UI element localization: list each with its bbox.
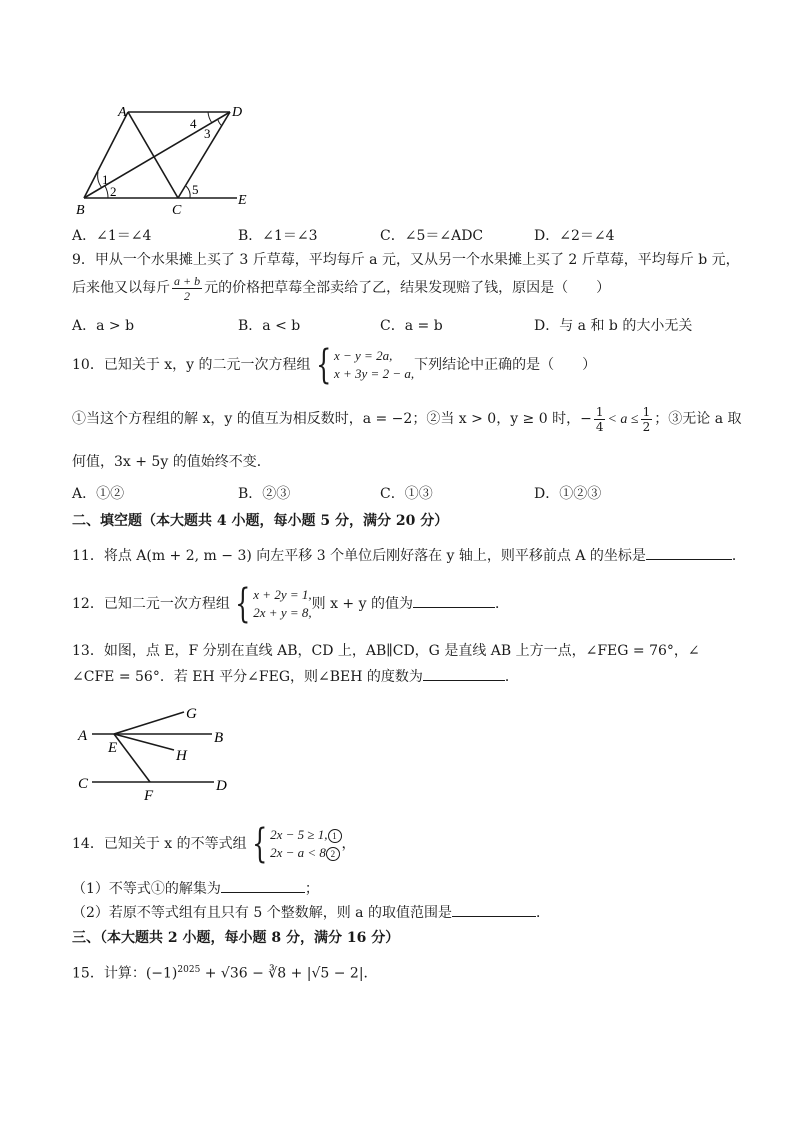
q10-frac-1 (594, 405, 606, 434)
fig2-label-g: G (186, 706, 197, 722)
angle-2-label: 2 (110, 184, 117, 199)
q14-mark-1: 1 (328, 829, 342, 843)
q15-rest: + √36 − ∛8 + |√5 − 2|． (200, 965, 378, 982)
q14-sub2-text: （2）若原不等式组有且只有 5 个整数解，则 a 的取值范围是 (72, 905, 452, 921)
q12-post: 则 x + y 的值为 (311, 596, 413, 612)
angle-5-label: 5 (192, 182, 199, 197)
q10-c3: 何值，3x + 5y 的值始终不变． (72, 454, 271, 470)
q14-sub1-text: （1）不等式①的解集为 (72, 881, 221, 897)
q12-brace: { (234, 581, 251, 627)
fig2-label-a: A (78, 728, 88, 744)
q14-sub1-end: ； (304, 881, 319, 897)
q10-pre: 10．已知关于 x，y 的二元一次方程组 (72, 357, 311, 373)
q13-line-2 (72, 666, 519, 687)
angle-3-label: 3 (204, 126, 211, 141)
q8-option-b[interactable]: B．∠1＝∠3 (238, 228, 318, 244)
q11-end: ． (731, 548, 746, 564)
q14-sub-2 (72, 902, 550, 923)
label-a: A (118, 105, 127, 120)
q14-sub2-end: ． (535, 905, 550, 921)
q9-frac-num: a + b (174, 273, 201, 288)
q8-option-c[interactable]: C．∠5＝∠ADC (380, 228, 484, 244)
q12-stem (72, 582, 509, 626)
q14-sub-1 (72, 878, 319, 899)
q9-option-b[interactable]: B．a < b (238, 318, 301, 334)
label-c: C (172, 203, 182, 218)
q10-option-c[interactable]: C．①③ (380, 486, 433, 502)
q13-line-1: 13．如图，点 E，F 分别在直线 AB，CD 上，AB∥CD，G 是直线 AB 上方一点，∠FEG = 76°，∠ (72, 643, 700, 659)
q10-f1-num: 1 (595, 404, 604, 419)
label-e: E (238, 193, 247, 208)
q10-c2: ；③无论 a 取 (654, 411, 742, 427)
q10-f2-den: 2 (642, 419, 651, 434)
fig2-label-e: E (108, 740, 118, 756)
q14-post: ， (341, 836, 356, 852)
q10-system (334, 347, 414, 383)
q10-c1: ①当这个方程组的解 x，y 的值互为相反数时，a = −2；②当 x > 0，y ≥ 0 时，− (72, 411, 592, 427)
q10-eq2: x + 3y = 2 − a, (333, 366, 415, 381)
q12-eq1: x + 2y = 1, (253, 587, 312, 602)
fig2-label-f: F (144, 788, 154, 804)
q12-eq2: 2x + y = 8, (253, 605, 312, 620)
q11-text: 11．将点 A(m + 2, m − 3) 向左平移 3 个单位后刚好落在 y 轴上，则平移前点 A 的坐标是 (72, 548, 646, 564)
q10-brace: { (315, 342, 331, 388)
label-b: B (76, 203, 85, 218)
q9-line-2-post: 元的价格把草莓全部卖给了乙，结果发现赔了钱，原因是（ ） (204, 280, 611, 296)
q9-option-c[interactable]: C．a = b (380, 318, 443, 334)
q14-system (270, 826, 341, 862)
label-d: D (232, 105, 243, 120)
q10-eq1: x − y = 2a, (333, 348, 393, 363)
q14-mark-2: 2 (326, 847, 340, 861)
q14-eq1: 2x − 5 ≥ 1, (270, 827, 328, 842)
q12-system (253, 586, 311, 622)
section-3-heading: 三、（本大题共 2 小题，每小题 8 分，满分 16 分） (72, 930, 400, 946)
q14-eq1-row (270, 826, 341, 844)
q10-post: 下列结论中正确的是（ ） (414, 357, 597, 373)
fig2-label-d: D (216, 778, 227, 794)
q10-frac-2 (641, 405, 653, 434)
q14-eq2: 2x − a < 8 (270, 845, 326, 860)
angle-4-label: 4 (190, 116, 197, 131)
q9-line-2 (72, 272, 610, 304)
q14-pre: 14．已知关于 x 的不等式组 (72, 836, 247, 852)
q10-conditions (72, 402, 742, 437)
q9-option-d[interactable]: D．与 a 和 b 的大小无关 (534, 318, 693, 334)
q13-line-2-text: ∠CFE = 56°．若 EH 平分∠FEG，则∠BEH 的度数为 (72, 669, 423, 685)
q9-line-1: 9．甲从一个水果摊上买了 3 斤草莓，平均每斤 a 元，又从另一个水果摊上买了 2 斤草莓，平均每斤 b 元， (72, 252, 740, 268)
q10-c-mid: < a ≤ (607, 412, 639, 427)
q14-sub1-blank[interactable] (221, 878, 305, 893)
q10-option-d[interactable]: D．①②③ (534, 486, 602, 502)
q9-frac-den: 2 (184, 288, 191, 303)
figure-parallel-lines (72, 700, 242, 805)
q9-option-a[interactable]: A．a > b (72, 318, 135, 334)
q12-answer-blank[interactable] (413, 593, 495, 608)
fig2-label-c: C (78, 776, 89, 792)
q14-eq2-row (270, 844, 341, 862)
q12-end: ． (494, 596, 509, 612)
q15-stem (72, 960, 378, 984)
fig2-label-b: B (214, 730, 224, 746)
q10-option-b[interactable]: B．②③ (238, 486, 291, 502)
q10-f1-den: 4 (595, 419, 604, 434)
angle-1-label: 1 (102, 172, 109, 187)
q14-stem (72, 820, 356, 868)
q15-text: 15．计算：(−1) (72, 965, 178, 982)
section-2-heading: 二、填空题（本大题共 4 小题，每小题 5 分，满分 20 分） (72, 513, 449, 529)
q10-stem (72, 343, 596, 387)
q10-f2-num: 1 (642, 404, 651, 419)
q12-pre: 12．已知二元一次方程组 (72, 596, 230, 612)
q15-exponent: 2025 (177, 965, 201, 975)
q8-option-d[interactable]: D．∠2＝∠4 (534, 228, 615, 244)
q14-sub2-blank[interactable] (452, 902, 536, 917)
q9-fraction (172, 274, 202, 303)
q8-option-a[interactable]: A．∠1＝∠4 (72, 228, 152, 244)
q11-stem (72, 545, 746, 566)
q11-answer-blank[interactable] (646, 545, 732, 560)
q13-end: ． (504, 669, 519, 685)
figure-parallelogram (72, 100, 262, 220)
q10-option-a[interactable]: A．①② (72, 486, 125, 502)
q14-brace: { (251, 821, 267, 867)
fig2-label-h: H (176, 748, 187, 764)
q9-line-2-pre: 后来他又以每斤 (72, 280, 170, 296)
q13-answer-blank[interactable] (423, 666, 505, 681)
